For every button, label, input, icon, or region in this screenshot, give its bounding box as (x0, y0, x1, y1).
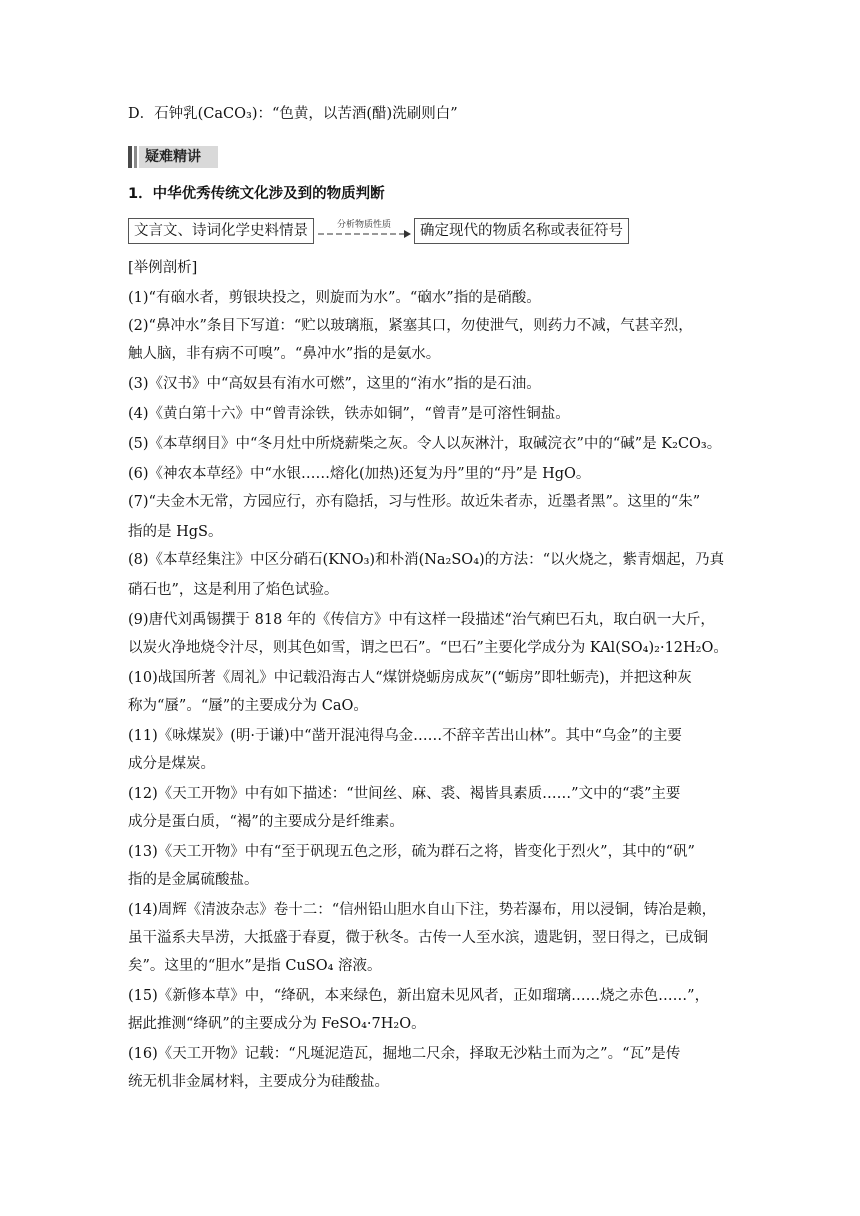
text-line: 成分是煤炭。 (128, 756, 215, 772)
text-line: (7)“夫金木无常，方园应行，亦有隐括，习与性形。故近朱者赤，近墨者黑”。这里的“朱” (128, 494, 701, 510)
text-line: 据此推测“绛矾”的主要成分为 FeSO₄·7H₂O。 (128, 1016, 426, 1032)
subheading: 1．中华优秀传统文化涉及到的物质判断 (128, 186, 385, 202)
text-line: 硝石也”，这是利用了焰色试验。 (128, 582, 339, 598)
example-label: [举例剖析] (128, 260, 198, 276)
text-line: (10)战国所著《周礼》中记载沿海古人“煤饼烧蛎房成灰”(“蛎房”即牡蛎壳)，并把这种灰 (128, 670, 692, 686)
text-line: 虽干溢系夫旱涝，大抵盛于春夏，微于秋冬。古传一人至水滨，遗匙钥，翌日得之，已成铜 (128, 930, 708, 946)
text-line: 矣”。这里的“胆水”是指 CuSO₄ 溶液。 (128, 958, 382, 974)
text-line: (2)“鼻冲水”条目下写道：“贮以玻璃瓶，紧塞其口，勿使泄气，则药力不减，气甚辛烈， (128, 318, 693, 334)
text-line: (14)周辉《清波杂志》卷十二：“信州铅山胆水自山下注，势若瀑布，用以浸铜，铸冶是赖， (128, 902, 717, 918)
header-bar-icon (128, 146, 132, 168)
text-line: 指的是金属硫酸盐。 (128, 872, 259, 888)
section-title: 疑难精讲 (139, 146, 218, 168)
text-line: 以炭火净地烧令汁尽，则其色如雪，谓之巴石”。“巴石”主要化学成分为 KAl(SO₄)₂·12H₂O。 (128, 640, 728, 656)
flow-diagram (128, 218, 629, 244)
text-line: (12)《天工开物》中有如下描述：“世间丝、麻、裘、褐皆具素质……”文中的“裘”主要 (128, 786, 681, 802)
text-line: 成分是蛋白质，“褐”的主要成分是纤维素。 (128, 814, 404, 830)
flow-right-box: 确定现代的物质名称或表征符号 (414, 218, 629, 244)
header-bar-icon (134, 146, 137, 168)
text-line: (15)《新修本草》中，“绛矾，本来绿色，新出窟未见风者，正如瑠璃……烧之赤色……”， (128, 988, 710, 1004)
text-line: (16)《天工开物》记载：“凡埏泥造瓦，掘地二尺余，择取无沙粘土而为之”。“瓦”是传 (128, 1046, 681, 1062)
flow-left-box: 文言文、诗词化学史料情景 (128, 218, 314, 244)
option-d: D．石钟乳(CaCO₃)：“色黄，以苦酒(醋)洗刷则白” (128, 106, 458, 122)
text-line: (4)《黄白第十六》中“曾青涂铁，铁赤如铜”，“曾青”是可溶性铜盐。 (128, 406, 570, 422)
text-line: (1)“有硇水者，剪银块投之，则旋而为水”。“硇水”指的是硝酸。 (128, 290, 541, 306)
section-header (128, 146, 218, 168)
text-line: (13)《天工开物》中有“至于矾现五色之形，硫为群石之将，皆变化于烈火”，其中的“矾” (128, 844, 695, 860)
text-line: (5)《本草纲目》中“冬月灶中所烧薪柴之灰。令人以灰淋汁，取碱浣衣”中的“碱”是 K₂CO₃。 (128, 436, 722, 452)
flow-arrow-label: 分析物质性质 (336, 220, 391, 230)
arrow-right-icon (316, 229, 412, 239)
text-line: 触人脑，非有病不可嗅”。“鼻冲水”指的是氨水。 (128, 346, 441, 362)
text-line: (8)《本草经集注》中区分硝石(KNO₃)和朴消(Na₂SO₄)的方法：“以火烧之，紫青烟起，乃真 (128, 552, 725, 568)
text-line: 统无机非金属材料，主要成分为硅酸盐。 (128, 1074, 389, 1090)
text-line: 称为“蜃”。“蜃”的主要成分为 CaO。 (128, 698, 368, 714)
text-line: (11)《咏煤炭》(明·于谦)中“凿开混沌得乌金……不辞辛苦出山林”。其中“乌金”的主要 (128, 728, 682, 744)
text-line: (3)《汉书》中“高奴县有洧水可燃”，这里的“洧水”指的是石油。 (128, 376, 541, 392)
text-line: 指的是 HgS。 (128, 524, 223, 540)
text-line: (9)唐代刘禹锡撰于 818 年的《传信方》中有这样一段描述“治气痢巴石丸，取白矾一大斤， (128, 612, 715, 628)
text-line: (6)《神农本草经》中“水银……熔化(加热)还复为丹”里的“丹”是 HgO。 (128, 466, 591, 482)
flow-arrow (316, 219, 412, 243)
